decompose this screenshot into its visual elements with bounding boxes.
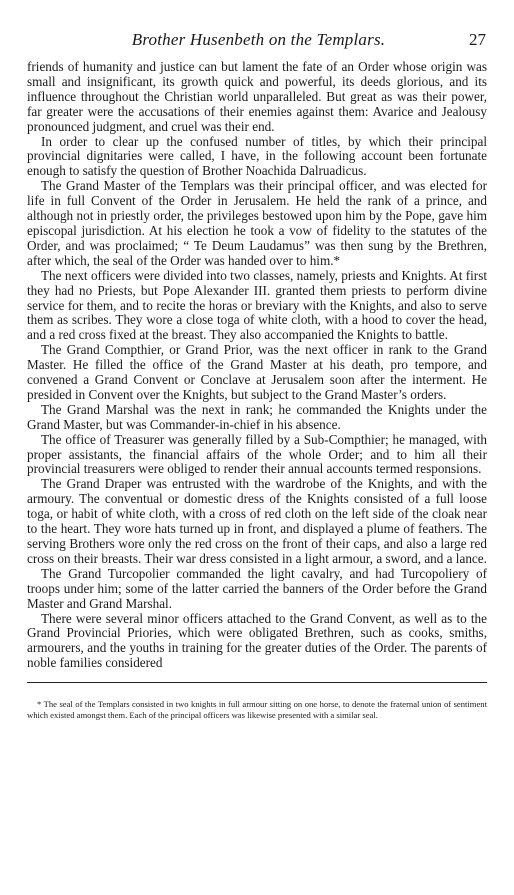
paragraph: The next officers were divided into two classes, namely, priests and Knights. At first they had no Priests, but Pope Alexander III. granted them priests to perform divine service for them, and to recite the horas or breviary with the Knights, and also to serve them as scribes. They wore a close toga of white cloth, with a hood to cover the head, and a red cross fixed at the breast. They also accompanied the Knights to battle. xyxy=(27,267,487,343)
paragraph: The office of Treasurer was generally filled by a Sub-Compthier; he managed, with proper assistants, the financial affairs of the whole Order; and to him all their provincial treasurers were obliged to render their annual accounts termed responsions. xyxy=(27,431,487,477)
paragraph: The Grand Turcopolier commanded the light cavalry, and had Turcopoliery of troops under him; some of the latter carried the banners of the Order before the Grand Master and Grand Marshal. xyxy=(27,565,487,611)
paragraph: There were several minor officers attached to the Grand Convent, as well as to the Grand Provincial Priories, which were obligated Brethren, such as cooks, smiths, armourers, and the youths in training for the greater duties of the Order. The parents of noble families considered xyxy=(27,610,487,671)
running-title: Brother Husenbeth on the Templars. xyxy=(131,30,386,49)
paragraph: The Grand Master of the Templars was their principal officer, and was elected for life in full Convent of the Order in Jerusalem. He held the rank of a prince, and although not in priestly order, the privileges bestowed upon him by the Pope, gave him episcopal jurisdiction. At his election he took a vow of fidelity to the statutes of the Order, and was proclaimed; “ Te Deum Laudamus” was then sung by the Brethren, after which, the seal of the Order was handed over to him.* xyxy=(27,178,487,268)
paragraph: friends of humanity and justice can but lament the fate of an Order whose origin was small and insignificant, its growth quick and powerful, its deeds glorious, and its influence throughout the Christian world unparalleled. But great as was their power, far greater were the accusations of their enemies against them: Avarice and Jealousy pronounced judgment, and cruel was their end. xyxy=(27,59,487,134)
paragraph: The Grand Draper was entrusted with the wardrobe of the Knights, and with the armoury. The conventual or domestic dress of the Knights consisted of a full loose toga, or habit of white cloth, with a cross of red cloth on the left side of the cloak near to the heart. They wore hats turned up in front, and displayed a plume of feathers. The serving Brothers wore only the red cross on the front of their caps, and also a large red cross on their breasts. Their war dress consisted in a light armour, a sword, and a lance. xyxy=(27,476,487,566)
page-number: 27 xyxy=(469,30,486,49)
paragraph: The Grand Marshal was the next in rank; he commanded the Knights under the Grand Master, but was Commander-in-chief in his absence. xyxy=(27,401,487,432)
page-header xyxy=(27,30,490,60)
footnote-divider xyxy=(27,682,487,683)
footnote: * The seal of the Templars consisted in two knights in full armour sitting on one horse, to denote the fraternal union of sentiment which existed amongst them. Each of the principal officers was likewise presented with a similar seal. xyxy=(27,699,487,720)
paragraph: The Grand Compthier, or Grand Prior, was the next officer in rank to the Grand Master. He filled the office of the Grand Master at his death, pro tempore, and convened a Grand Convent or Conclave at Jerusalem soon after the interment. He presided in Convent over the Knights, but subject to the Grand Master’s orders. xyxy=(27,342,487,402)
paragraph: In order to clear up the confused number of titles, by which their principal provincial dignitaries were called, I have, in the following account been fortunate enough to satisfy the question of Brother Noachida Dalruadicus. xyxy=(27,133,487,179)
body-text xyxy=(27,60,487,671)
